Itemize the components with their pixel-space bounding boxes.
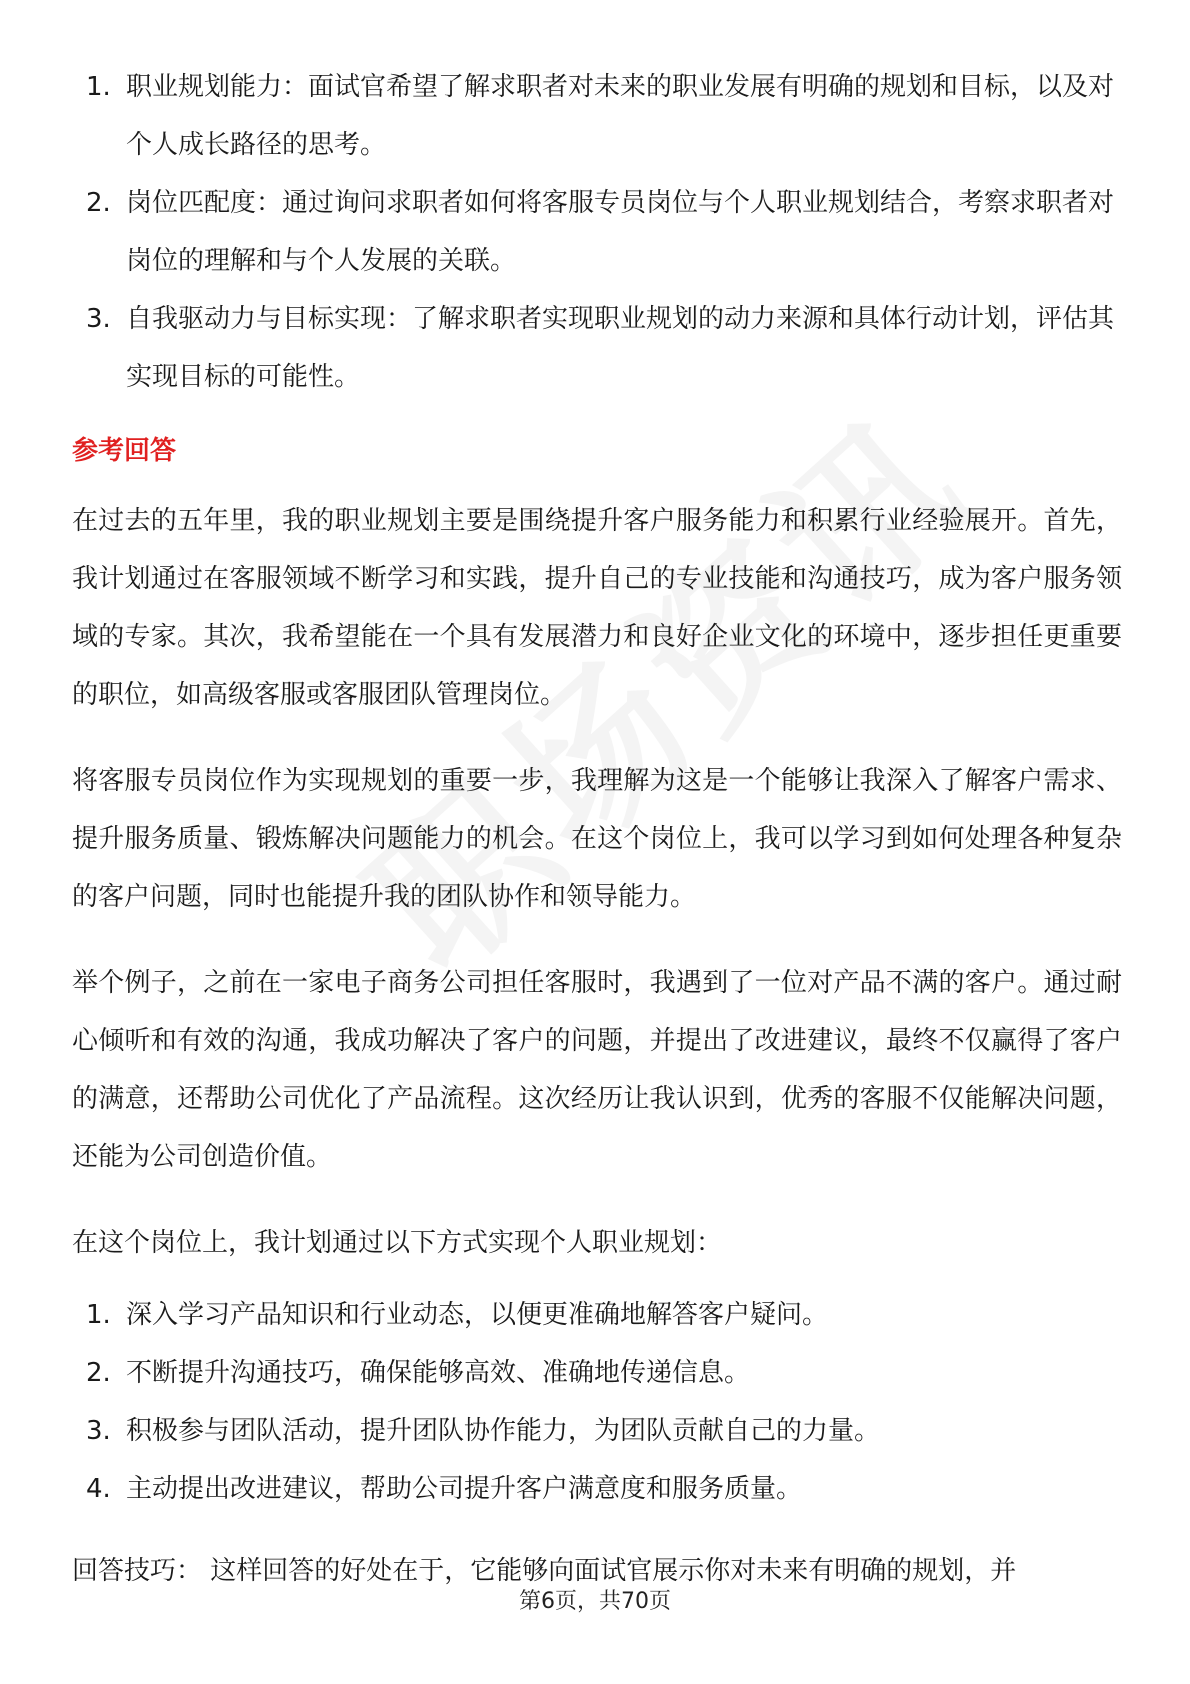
list-item xyxy=(72,1402,1122,1460)
plan-intro: 在这个岗位上，我计划通过以下方式实现个人职业规划： xyxy=(72,1228,723,1258)
list-item-text: 职业规划能力：面试官希望了解求职者对未来的职业发展有明确的规划和目标，以及对个人成长路径的思考。 xyxy=(126,72,1115,160)
answer-paragraph: 举个例子，之前在一家电子商务公司担任客服时，我遇到了一位对产品不满的客户。通过耐心倾听和有效的沟通，我成功解决了客户的问题，并提出了改进建议，最终不仅赢得了客户的满意，还帮助公司优化了产品流程。这次经历让我认识到，优秀的客服不仅能解决问题，还能为公司创造价值。 xyxy=(72,968,1122,1172)
list-number: 3. xyxy=(86,304,111,334)
list-number: 1. xyxy=(86,1300,111,1330)
document-content xyxy=(72,58,1122,1600)
answer-paragraph: 将客服专员岗位作为实现规划的重要一步，我理解为这是一个能够让我深入了解客户需求、提升服务质量、锻炼解决问题能力的机会。在这个岗位上，我可以学习到如何处理各种复杂的客户问题，同时也能提升我的团队协作和领导能力。 xyxy=(72,766,1122,912)
list-item xyxy=(72,1344,1122,1402)
list-item-text: 不断提升沟通技巧，确保能够高效、准确地传递信息。 xyxy=(126,1358,751,1388)
list-number: 2. xyxy=(86,1358,111,1388)
list-item xyxy=(72,58,1122,174)
answer-tip: 回答技巧： 这样回答的好处在于，它能够向面试官展示你对未来有明确的规划，并 xyxy=(72,1556,1017,1586)
list-item xyxy=(72,1460,1122,1518)
list-item-text: 岗位匹配度：通过询问求职者如何将客服专员岗位与个人职业规划结合，考察求职者对岗位的理解和与个人发展的关联。 xyxy=(126,188,1115,276)
list-number: 3. xyxy=(86,1416,111,1446)
answer-paragraph: 在过去的五年里，我的职业规划主要是围绕提升客户服务能力和积累行业经验展开。首先，我计划通过在客服领域不断学习和实践，提升自己的专业技能和沟通技巧，成为客户服务领域的专家。其次，我希望能在一个具有发展潜力和良好企业文化的环境中，逐步担任更重要的职位，如高级客服或客服团队管理岗位。 xyxy=(72,506,1122,710)
list-item xyxy=(72,290,1122,406)
list-item-text: 自我驱动力与目标实现：了解求职者实现职业规划的动力来源和具体行动计划，评估其实现目标的可能性。 xyxy=(126,304,1115,392)
list-number: 1. xyxy=(86,72,111,102)
list-item-text: 深入学习产品知识和行业动态，以便更准确地解答客户疑问。 xyxy=(126,1300,829,1330)
list-item-text: 积极参与团队活动，提升团队协作能力，为团队贡献自己的力量。 xyxy=(126,1416,881,1446)
plan-list xyxy=(72,1286,1122,1518)
list-item xyxy=(72,174,1122,290)
list-number: 4. xyxy=(86,1474,111,1504)
reference-answer-heading: 参考回答 xyxy=(72,436,177,466)
page-footer: 第6页，共70页 xyxy=(519,1589,671,1614)
list-number: 2. xyxy=(86,188,111,218)
focus-points-list xyxy=(72,58,1122,406)
list-item-text: 主动提出改进建议，帮助公司提升客户满意度和服务质量。 xyxy=(126,1474,803,1504)
list-item xyxy=(72,1286,1122,1344)
